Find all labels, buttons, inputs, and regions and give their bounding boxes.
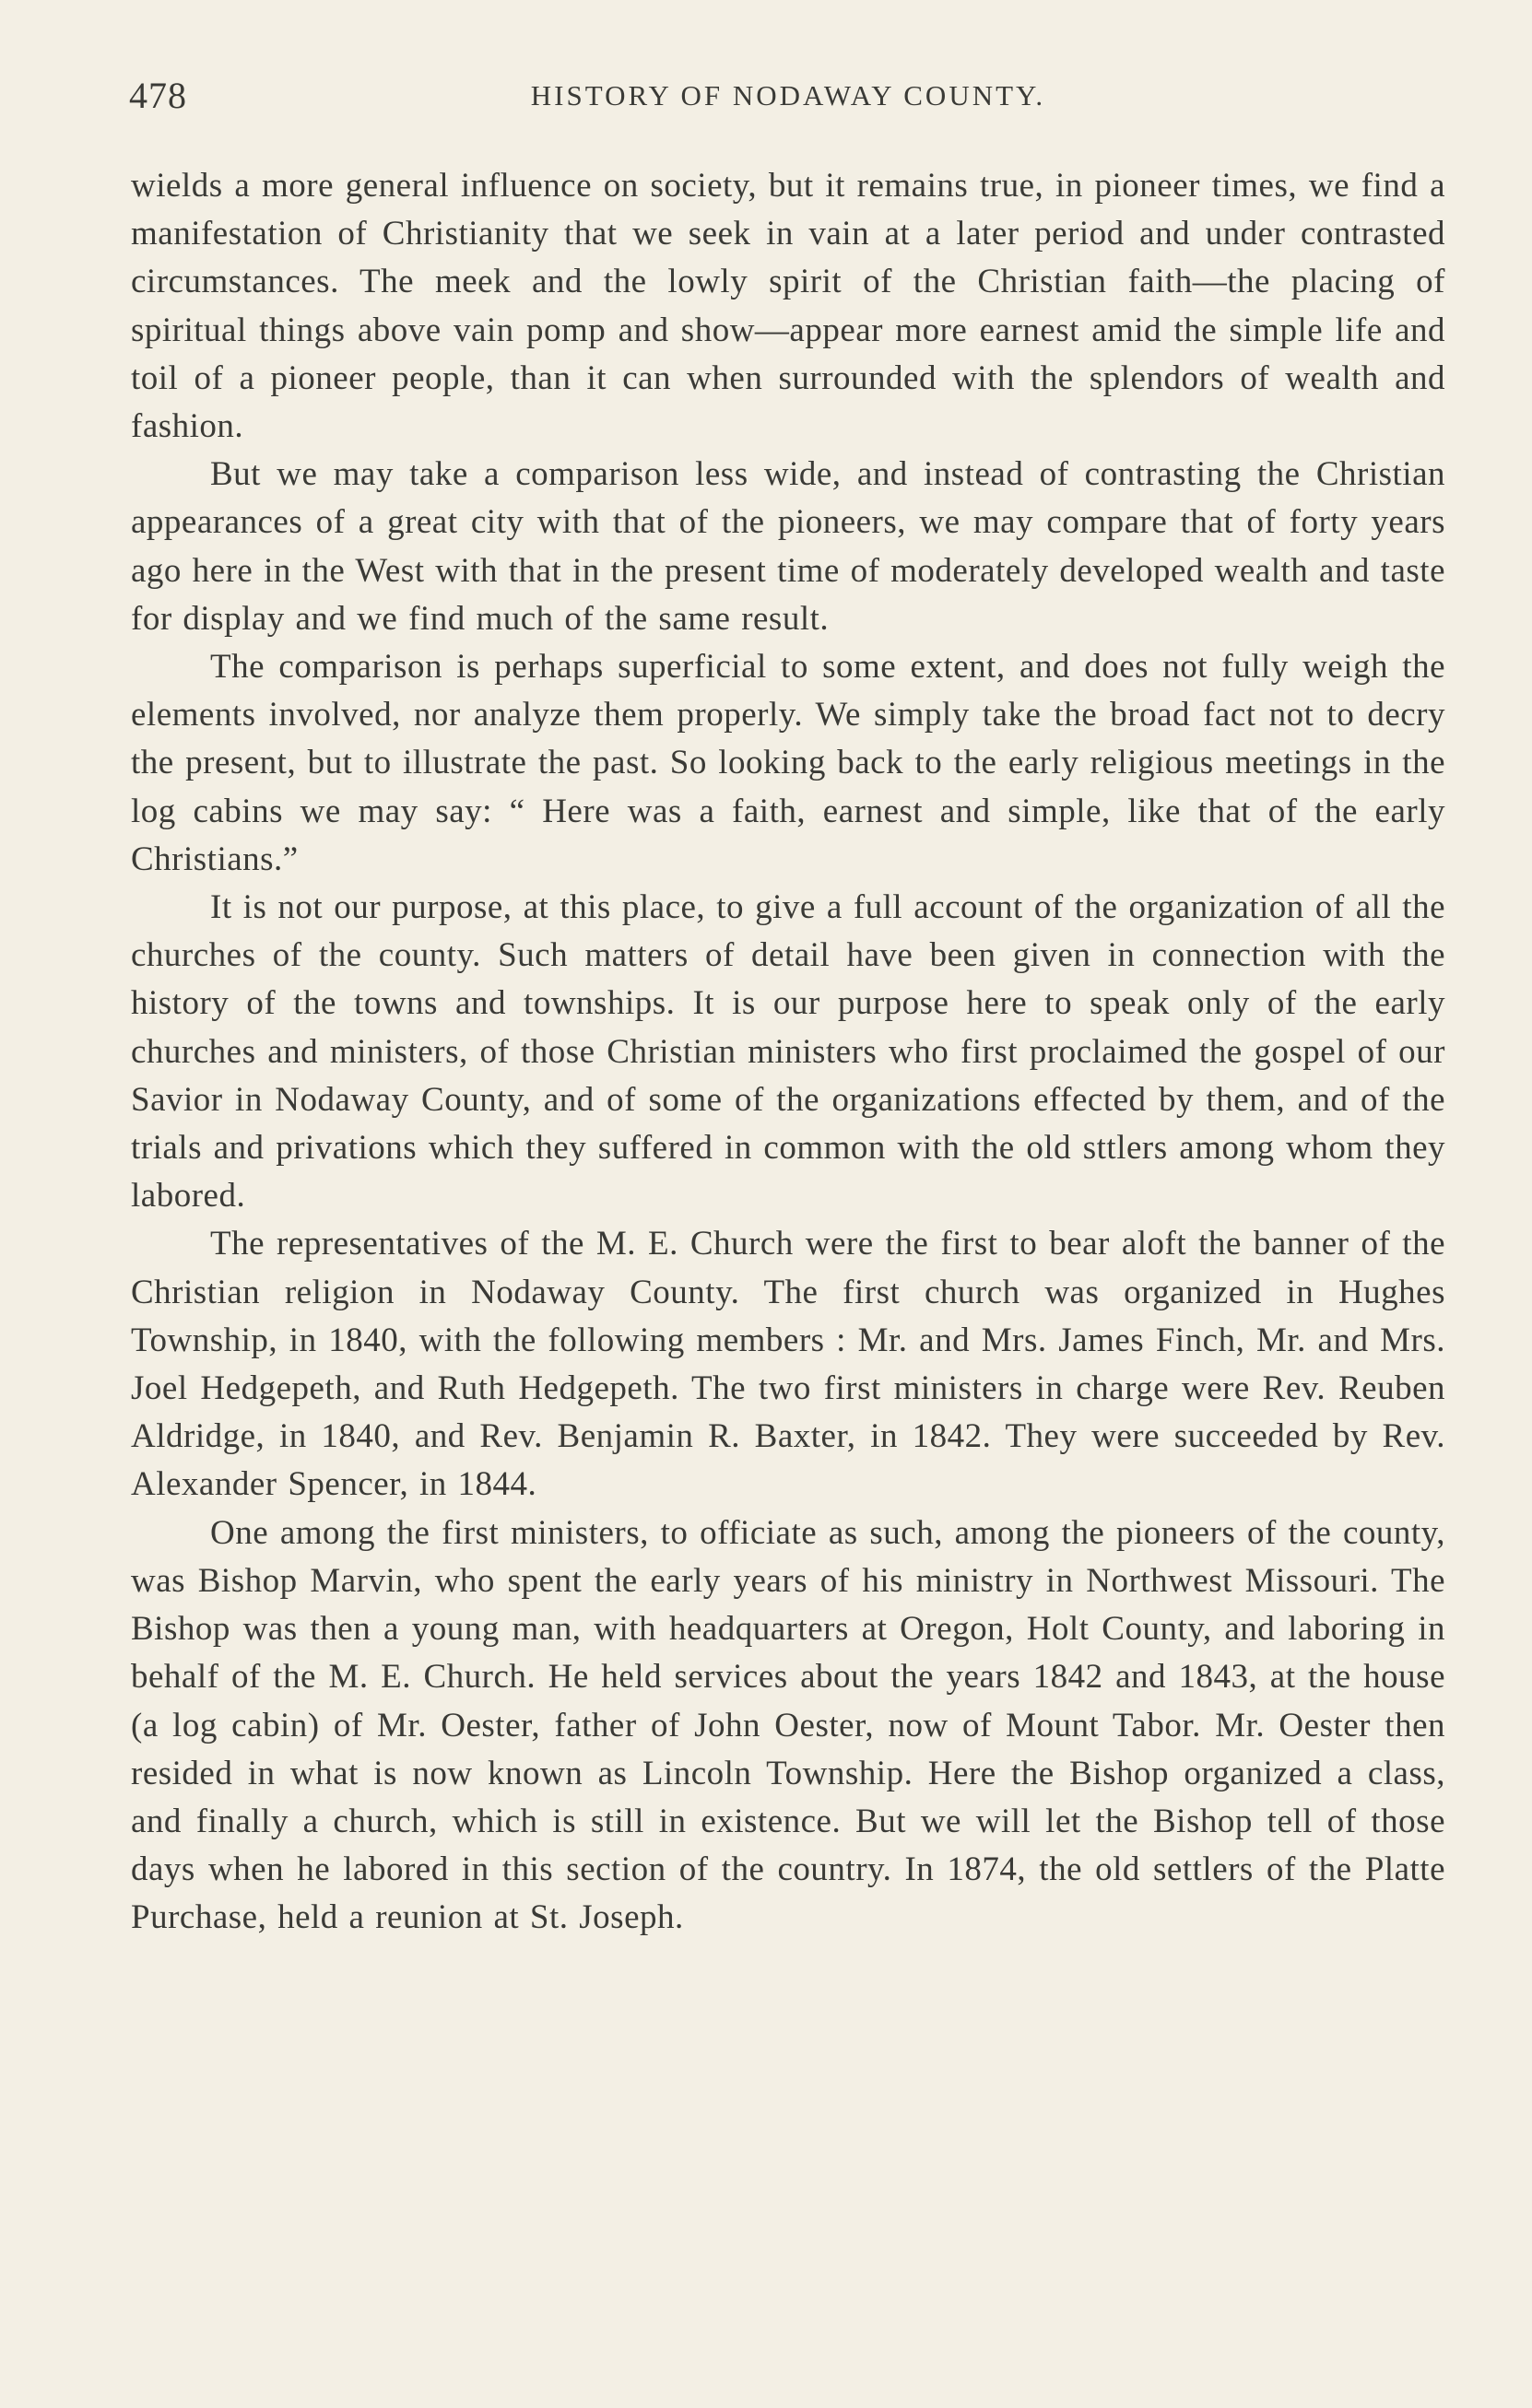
running-title: HISTORY OF NODAWAY COUNTY. [530,79,1046,112]
paragraph-2: But we may take a comparison less wide, and instead of contrasting the Christian appearances of a great city with that of the pioneers, we may compare that of forty years ago here in the West with that in the present time of moderately developed wealth and taste for display and we find much of the same result. [131,455,1445,638]
page-number: 478 [129,75,187,116]
body-text [131,162,1445,1943]
paragraph-4: It is not our purpose, at this place, to give a full account of the organization of all the churches of the county. Such matters of detail have been given in connection with the history of the towns and townships. It is our purpose here to speak only of the early churches and ministers, of those Christian ministers who first proclaimed the gospel of our Savior in Nodaway County, and of some of the organizations effected by them, and of the trials and privations which they suffered in common with the old sttlers among whom they labored. [131,888,1445,1216]
paragraph-1: wields a more general influence on society, but it remains true, in pioneer times, we find a manifestation of Christianity that we seek in vain at a later period and under contrasted circumstances. The meek and the lowly spirit of the Christian faith—the placing of spiritual things above vain pomp and show—appear more earnest amid the simple life and toil of a pioneer people, than it can when surrounded with the splendors of wealth and fashion. [131,167,1445,446]
page-header [129,74,1447,129]
paragraph-6: One among the first ministers, to officiate as such, among the pioneers of the county, was Bishop Marvin, who spent the early years of his ministry in Northwest Missouri. The Bishop was then a young man, with headquarters at Oregon, Holt County, and laboring in behalf of the M. E. Church. He held services about the years 1842 and 1843, at the house (a log cabin) of Mr. Oester, father of John Oester, now of Mount Tabor. Mr. Oester then resided in what is now known as Lincoln Township. Here the Bishop organized a class, and finally a church, which is still in existence. But we will let the Bishop tell of those days when he labored in this section of the country. In 1874, the old settlers of the Platte Purchase, held a reunion at St. Joseph. [131,1513,1445,1937]
paragraph-3: The comparison is perhaps superficial to some extent, and does not fully weigh the elements involved, nor analyze them properly. We simply take the broad fact not to decry the present, but to illustrate the past. So looking back to the early religious meetings in the log cabins we may say: “ Here was a faith, earnest and simple, like that of the early Christians.” [131,648,1445,878]
paragraph-5: The representatives of the M. E. Church were the first to bear aloft the banner of the Christian religion in Nodaway County. The first church was organized in Hughes Township, in 1840, with the following members : Mr. and Mrs. James Finch, Mr. and Mrs. Joel Hedgepeth, and Ruth Hedgepeth. The two first ministers in charge were Rev. Reuben Aldridge, in 1840, and Rev. Benjamin R. Baxter, in 1842. They were succeeded by Rev. Alexander Spencer, in 1844. [131,1225,1445,1504]
